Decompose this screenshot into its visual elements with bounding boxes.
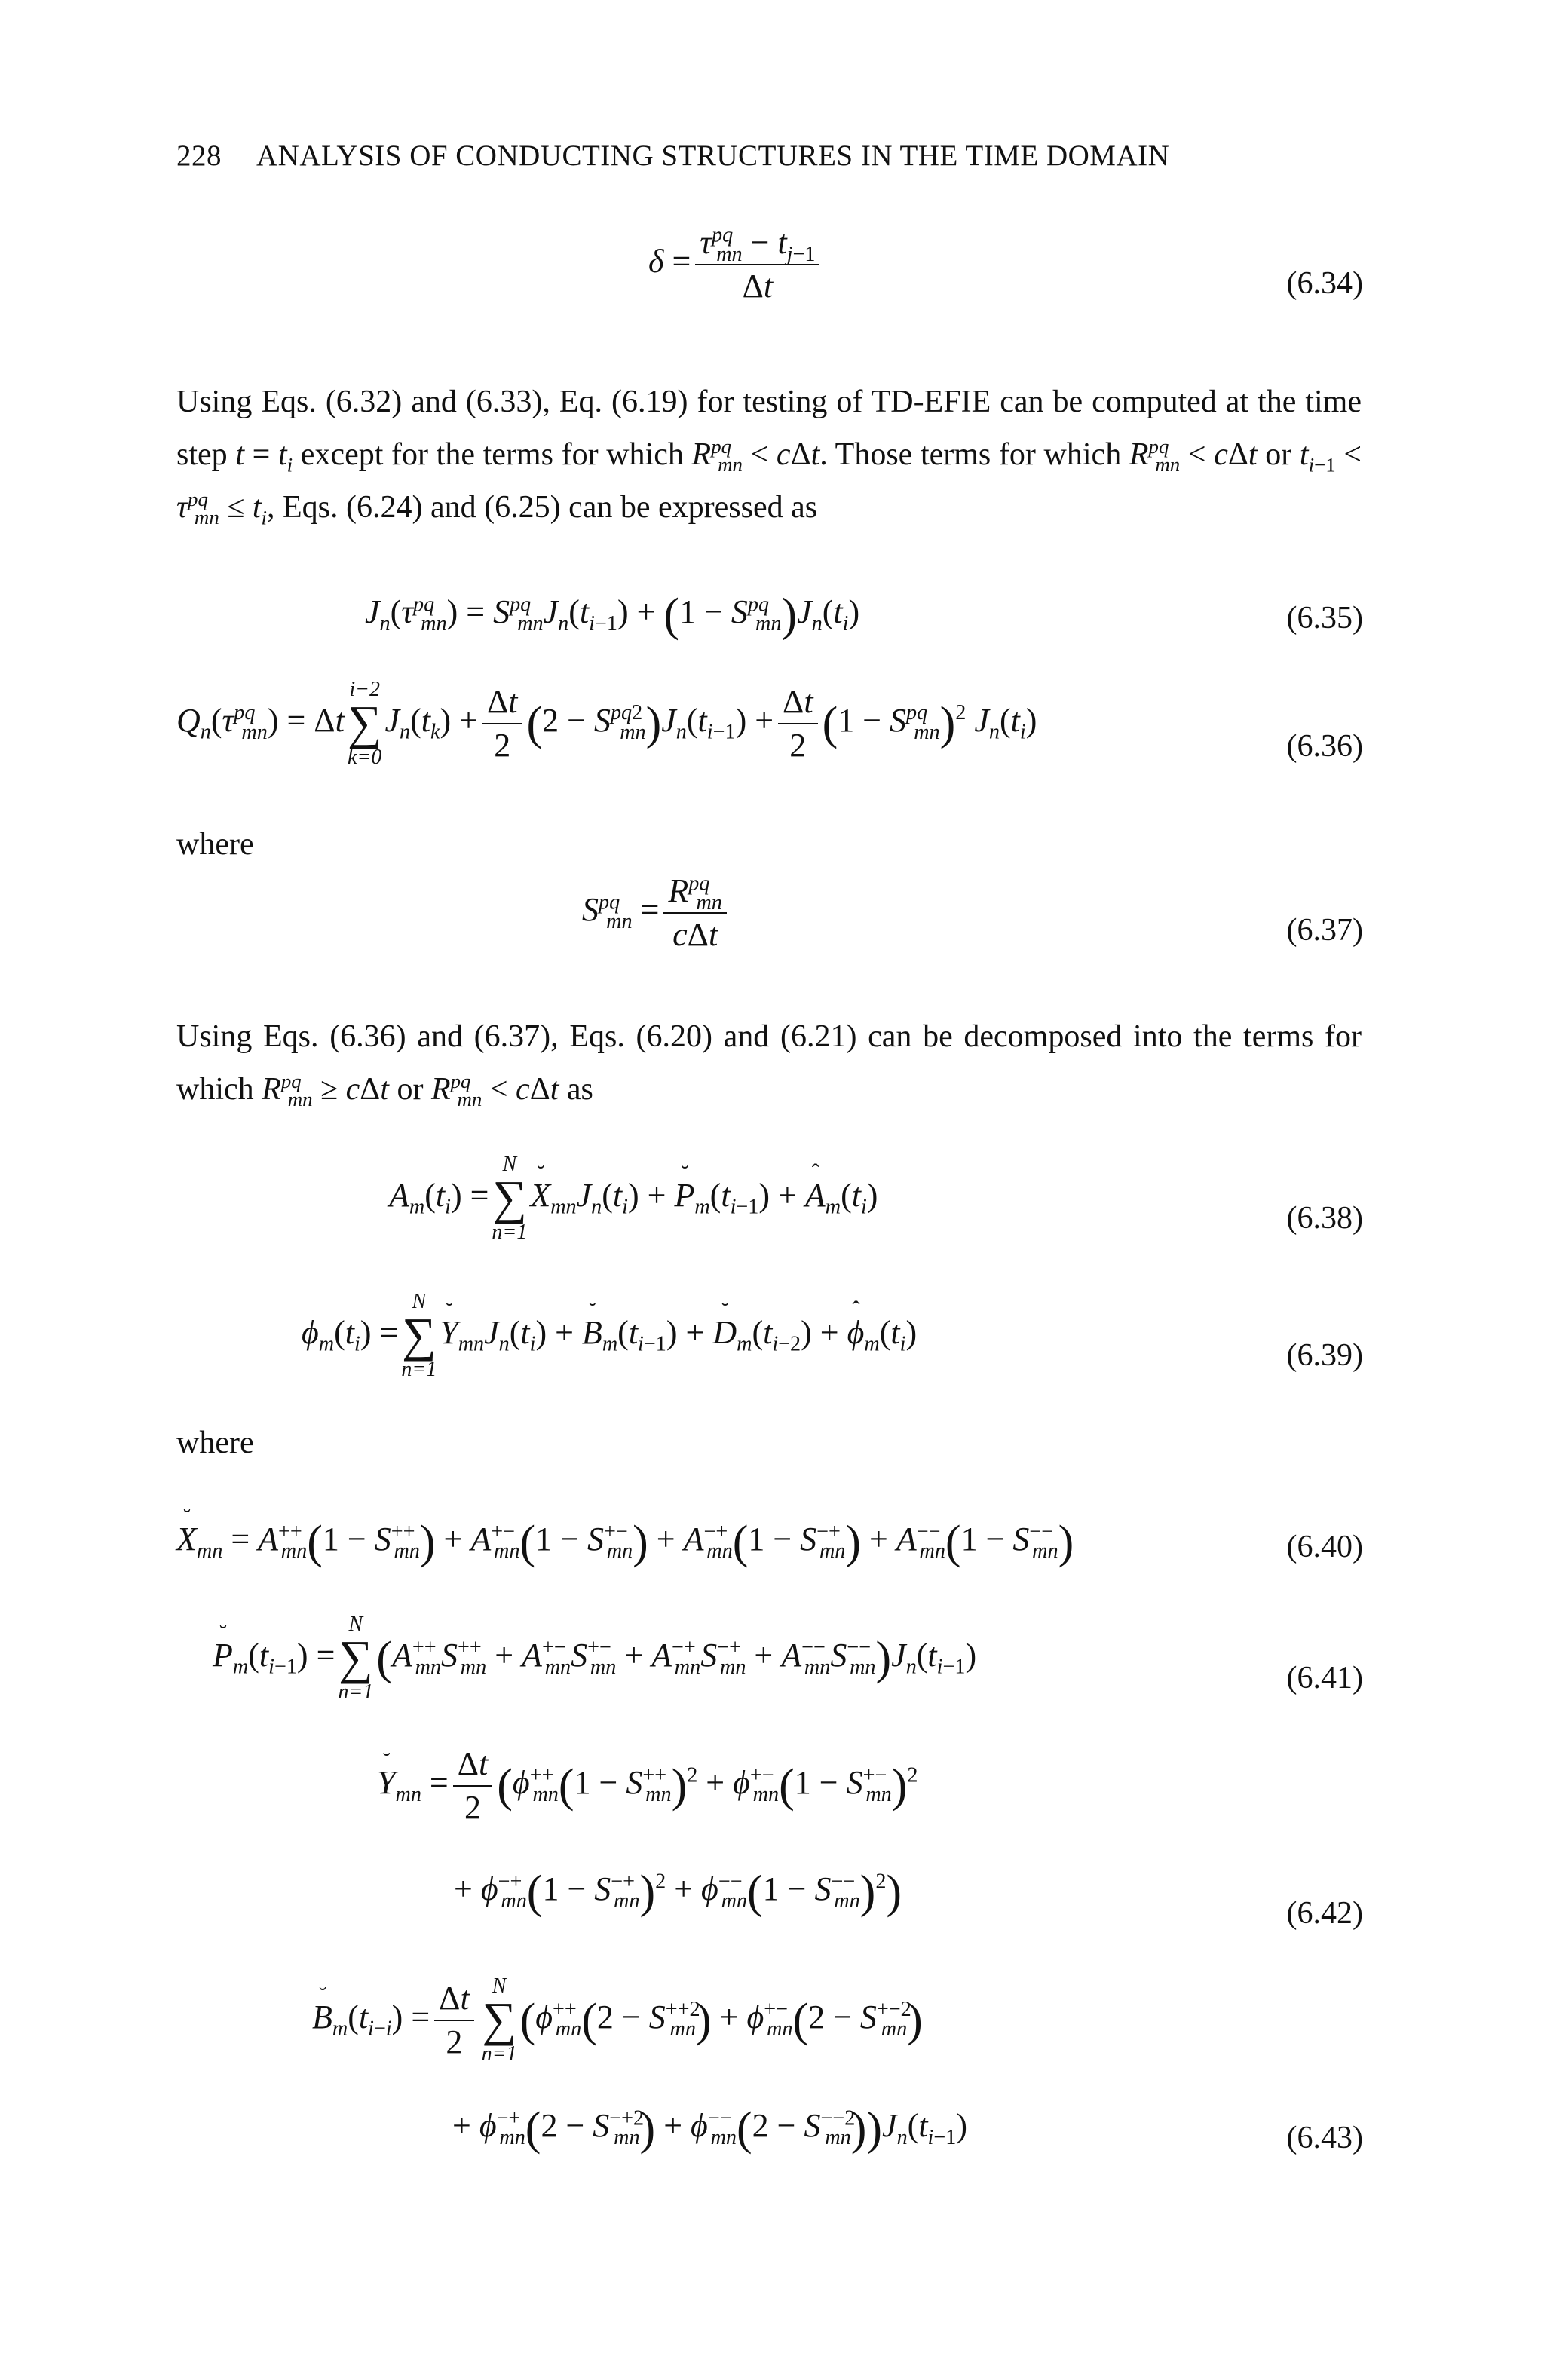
paragraph-2: Using Eqs. (6.36) and (6.37), Eqs. (6.20) and (6.21) can be decomposed into the terms for which $R^{pq}_{mn} \ge c\Delta t$ or $R^{pq}_{mn} < c\Delta t$ as [176, 1019, 1362, 1111]
equation-number: (6.43) [1286, 2121, 1363, 2155]
equation-body: ˘ $X_{mn} = A^{++}_{mn}(1 - S^{++}_{mn}) + A^{+-}_{mn}(1 - S^{+-}_{mn}) + A^{-+}_{mn}(1 - S^{-+}_{mn}) + A^{--}_{mn}(1 - S^{--}_{mn})$ [176, 1523, 1074, 1556]
equation-number: (6.41) [1286, 1661, 1363, 1695]
equation-number: (6.35) [1286, 601, 1363, 636]
equation-6-40 [0, 1515, 1544, 1606]
equation-6-37 [0, 871, 1544, 965]
equation-body-line-2: + $\phi^{-+}_{mn}(2 - S^{-+2}_{mn}) + \phi^{--}_{mn}(2 - S^{--2}_{mn}))J_n(t_{i-1})$ [452, 2103, 967, 2155]
equation-number: (6.42) [1286, 1896, 1363, 1931]
equation-body: $A_m(t_i)$ = N ∑ n=1 ˘ $X_{mn}J_n(t_i)$ + ˘ $P_m(t_{i-1})$ + ˆ $A_m(t_i)$ [389, 1153, 878, 1244]
equation-6-43 [0, 1975, 1544, 2201]
equation-number: (6.37) [1286, 913, 1363, 948]
equation-number: (6.34) [1286, 266, 1363, 301]
equation-body: $Q_n(\tau^{pq}_{mn}) = \Delta t$ i−2 ∑ k=0 $J_n(t_k)$ + $\frac{\Delta t}{2}$ $(2 - S^{pq2}_{mn})J_n(t_{i-1})$ + $\frac{\Delta t}{2}$ $(1 - S^{pq}_{mn})^2$ $J_n(t_i)$ [176, 678, 1037, 770]
paragraph-text: except for the terms for which [300, 437, 684, 472]
equation-number: (6.39) [1286, 1338, 1363, 1373]
equation-body: δ = $\frac{\tau^{pq}_{mn} - t_{j-1}}{\Delta t}$ [648, 226, 824, 303]
equation-body: $\phi_m(t_i)$ = N ∑ n=1 ˘ $Y_{mn}J_n(t_i)$ + ˘ $B_m(t_{i-1})$ + ˘ $D_m(t_{i-2})$ + ˆ $\phi_m(t_i)$ [302, 1291, 917, 1381]
paragraph-text: or [397, 1072, 424, 1107]
paragraph-text: . Those terms for which [819, 437, 1122, 472]
paragraph-1: Using Eqs. (6.32) and (6.33), Eq. (6.19) for testing of TD-EFIE can be computed at the time step $t = t_i$ except for the terms for which $R^{pq}_{mn} < c\Delta t$. Those terms for which $R^{pq}_{mn} < c\Delta t$ or $t_{i-1} < \tau^{pq}_{mn} \le t_i$, Eqs. (6.24) and (6.25) can be expressed as [176, 384, 1362, 529]
equation-body: $J_n(\tau^{pq}_{mn}) = S^{pq}_{mn}J_n(t_{i-1}) + (1 - S^{pq}_{mn})J_n(t_i)$ [365, 589, 860, 641]
equation-body-line-1: ˘ $Y_{mn}$ = $\frac{\Delta t}{2}$ ($\phi^{++}_{mn}(1 - S^{++}_{mn})^2 + \phi^{+-}_{mn}(1 - S^{+-}_{mn})^2$ [377, 1747, 918, 1824]
equation-6-34 [0, 223, 1544, 317]
equation-body: ˘ $P_m(t_{i-1})$ = N ∑ n=1 $(A^{++}_{mn}S^{++}_{mn} + A^{+-}_{mn}S^{+-}_{mn} + A^{-+}_{mn}S^{-+}_{mn} + A^{--}_{mn}S^{--}_{mn})J_n(t_{i-1})$ [213, 1613, 976, 1704]
equation-6-41 [0, 1613, 1544, 1734]
paragraph-text: as [566, 1072, 593, 1107]
running-header [176, 139, 1169, 173]
where-label: where [176, 827, 254, 862]
equation-number: (6.36) [1286, 729, 1363, 764]
equation-body-line-1: ˘ $B_m(t_{i-i})$ = $\frac{\Delta t}{2}$ N ∑ n=1 ($\phi^{++}_{mn}(2 - S^{++2}_{mn}) + \phi^{+-}_{mn}(2 - S^{+-2}_{mn})$ [312, 1975, 923, 2066]
equation-number: (6.38) [1286, 1201, 1363, 1236]
paragraph-text: Using Eqs. (6.32) and (6.33), Eq. (6.19) for testing of TD-EFIE can be computed at the time step [176, 384, 1362, 472]
paragraph-text: Using Eqs. (6.36) and (6.37), Eqs. (6.20) and (6.21) can be decomposed into the terms for which [176, 1019, 1362, 1107]
equation-body: $S^{pq}_{mn}$ = $\frac{R^{pq}_{mn}}{\text{cΔt}}$ [582, 875, 731, 951]
equation-6-42 [0, 1747, 1544, 1966]
running-title: ANALYSIS OF CONDUCTING STRUCTURES IN THE TIME DOMAIN [256, 139, 1170, 172]
where-label: where [176, 1426, 254, 1460]
paragraph-text: or [1265, 437, 1292, 472]
equation-6-38 [0, 1153, 1544, 1274]
paragraph-text: , Eqs. (6.24) and (6.25) can be expressed as [266, 490, 818, 525]
equation-6-36 [0, 678, 1544, 814]
equation-number: (6.40) [1286, 1530, 1363, 1564]
equation-body-line-2: + $\phi^{-+}_{mn}(1 - S^{-+}_{mn})^2 + \phi^{--}_{mn}(1 - S^{--}_{mn})^2$) [454, 1866, 902, 1918]
equation-6-39 [0, 1291, 1544, 1411]
page-number: 228 [176, 139, 222, 172]
equation-6-35 [0, 589, 1544, 683]
